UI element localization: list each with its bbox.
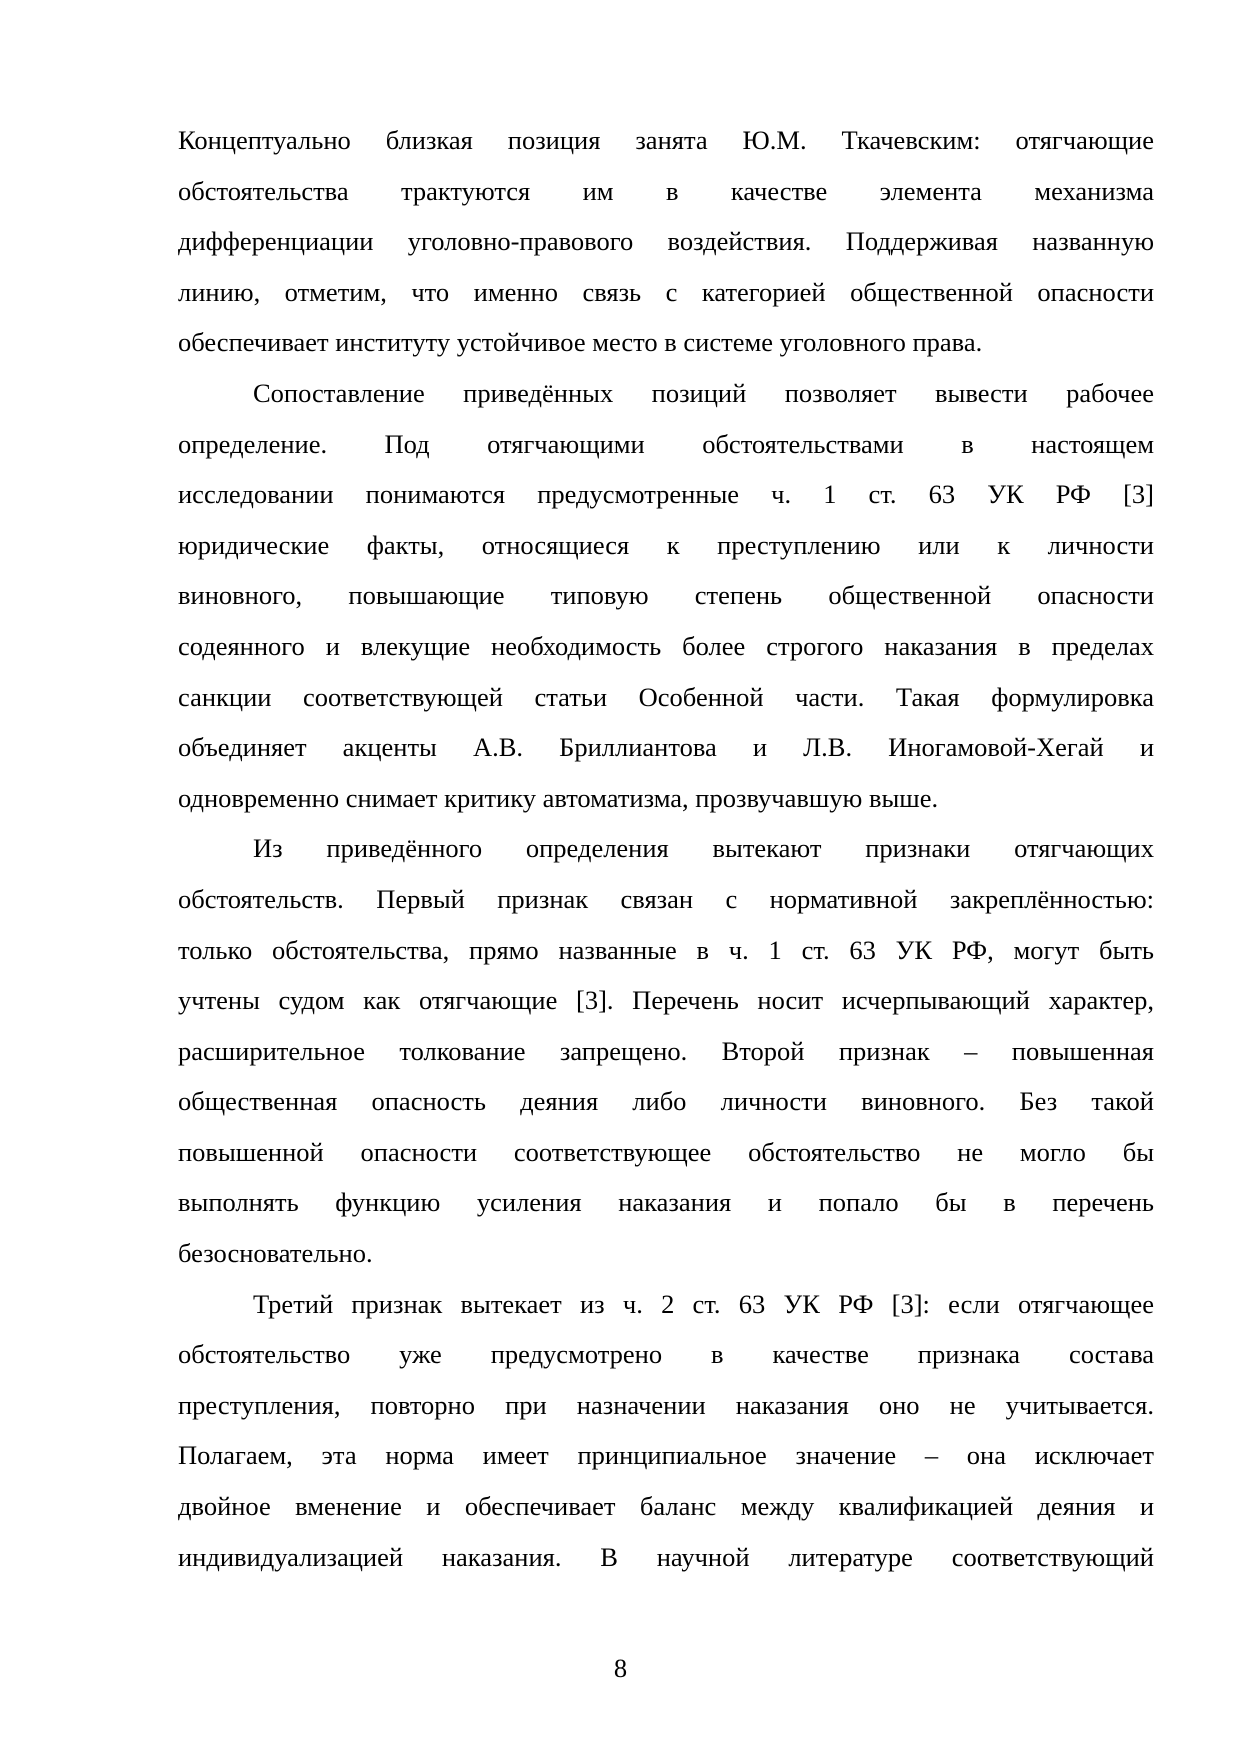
text-line: обстоятельств. Первый признак связан с нормативной закреплённостью: <box>178 883 1154 914</box>
page-number: 8 <box>613 1653 628 1683</box>
text-line: расширительное толкование запрещено. Второй признак – повышенная <box>178 1035 1154 1066</box>
text-line: содеянного и влекущие необходимость более строгого наказания в пределах <box>178 630 1154 661</box>
text-line: объединяет акценты А.В. Бриллиантова и Л.В. Иногамовой-Хегай и <box>178 732 1154 763</box>
text-line: преступления, повторно при назначении наказания оно не учитывается. <box>178 1389 1154 1420</box>
text-line: исследовании понимаются предусмотренные ч. 1 ст. 63 УК РФ [3] <box>178 479 1154 510</box>
text-line: линию, отметим, что именно связь с категорией общественной опасности <box>178 276 1154 307</box>
text-line: выполнять функцию усиления наказания и попало бы в перечень <box>178 1187 1154 1218</box>
text-line: одновременно снимает критику автоматизма, прозвучавшую выше. <box>178 782 939 813</box>
text-line: обстоятельства трактуются им в качестве элемента механизма <box>178 175 1154 206</box>
text-line: Из приведённого определения вытекают признаки отягчающих <box>253 833 1154 864</box>
text-line: Концептуально близкая позиция занята Ю.М. Ткачевским: отягчающие <box>178 125 1154 155</box>
text-line: только обстоятельства, прямо названные в ч. 1 ст. 63 УК РФ, могут быть <box>178 934 1154 965</box>
text-line: дифференциации уголовно-правового воздействия. Поддерживая названную <box>178 226 1154 257</box>
text-line: обстоятельство уже предусмотрено в качестве признака состава <box>178 1339 1154 1370</box>
text-line: Полагаем, эта норма имеет принципиальное значение – она исключает <box>178 1440 1154 1471</box>
body-text <box>178 115 1154 1582</box>
text-line: определение. Под отягчающими обстоятельствами в настоящем <box>178 428 1154 459</box>
text-line: виновного, повышающие типовую степень общественной опасности <box>178 580 1154 611</box>
text-line: индивидуализацией наказания. В научной литературе соответствующий <box>178 1541 1154 1572</box>
text-line: обеспечивает институту устойчивое место в системе уголовного права. <box>178 327 983 358</box>
text-line: юридические факты, относящиеся к преступлению или к личности <box>178 529 1154 560</box>
text-line: учтены судом как отягчающие [3]. Перечень носит исчерпывающий характер, <box>178 985 1154 1016</box>
text-line: Сопоставление приведённых позиций позволяет вывести рабочее <box>253 377 1154 408</box>
text-line: повышенной опасности соответствующее обстоятельство не могло бы <box>178 1136 1154 1167</box>
text-line: общественная опасность деяния либо личности виновного. Без такой <box>178 1086 1154 1117</box>
text-line: Третий признак вытекает из ч. 2 ст. 63 УК РФ [3]: если отягчающее <box>253 1288 1154 1319</box>
text-line: безосновательно. <box>178 1238 373 1269</box>
text-line: двойное вменение и обеспечивает баланс между квалификацией деяния и <box>178 1491 1154 1522</box>
text-line: санкции соответствующей статьи Особенной части. Такая формулировка <box>178 681 1154 712</box>
